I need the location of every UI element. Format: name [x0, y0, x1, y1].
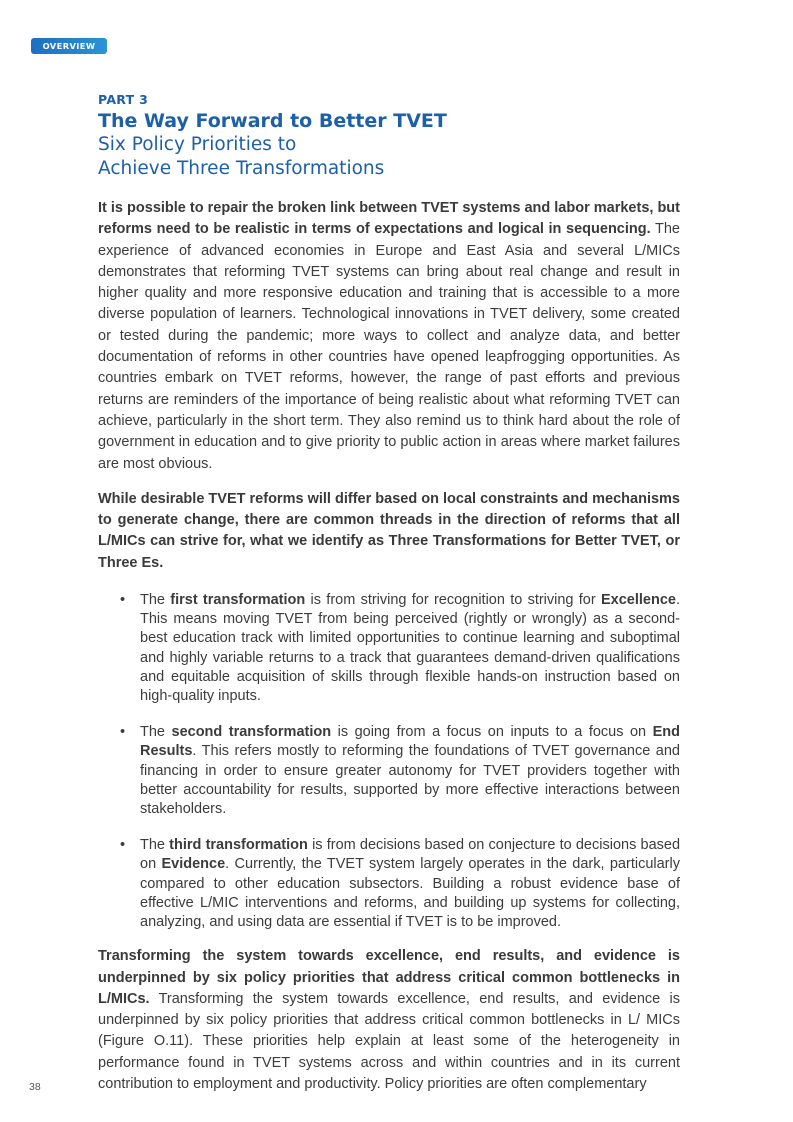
- paragraph-3-text: Transforming the system towards excellence, end results, and evidence is underpinned by six policy priorities that address critical common bottlenecks in L/ MICs (Figure O.11). These priorities help explain at least some of the heterogeneity in performance found in TVET systems across and within countries and in its current contribution to employment and productivity. Policy priorities are often complementary: [98, 990, 680, 1093]
- subtitle-line-1: Six Policy Priorities to: [98, 134, 297, 155]
- item-post: . Currently, the TVET system largely operates in the dark, particularly compared to other education subsectors. Building a robust evidence base of effective L/MIC interventions and reforms, and building up systems for collecting, analyzing, and using data are essential if TVET is to be improved.: [140, 856, 680, 931]
- item-pre: The: [140, 724, 172, 741]
- item-mid: is from decisions based on conjecture to decisions based on: [140, 837, 681, 873]
- item-bold-2: End Results: [140, 724, 681, 760]
- page-subtitle: [98, 133, 680, 181]
- paragraph-1-lead: It is possible to repair the broken link between TVET systems and labor markets, but reforms need to be realistic in terms of expectations and logical in sequencing.: [98, 200, 680, 238]
- paragraph-3: [98, 946, 680, 1095]
- page-content: [98, 92, 680, 1095]
- paragraph-1: [98, 198, 680, 475]
- part-label: PART 3: [98, 92, 149, 107]
- item-bold-2: Excellence: [600, 592, 676, 609]
- item-bold-1: first transformation: [170, 592, 306, 609]
- bullet-icon: •: [120, 592, 126, 609]
- item-mid: is going from a focus on inputs to a focus on: [331, 724, 653, 741]
- page-number: 38: [29, 1081, 41, 1093]
- list-item: [120, 591, 680, 706]
- item-post: . This means moving TVET from being perceived (rightly or wrongly) as a second-best education track with limited opportunities to continue learning and suboptimal and highly variable returns to a track that guarantees demand-driven qualifications and equitable acquisition of skills through flexible hands-on instruction based on high-quality inputs.: [140, 592, 680, 705]
- bullet-icon: •: [120, 724, 126, 741]
- list-item: [120, 723, 680, 819]
- transformations-list: [98, 591, 680, 932]
- list-item: [120, 836, 680, 932]
- paragraph-2-lead: While desirable TVET reforms will differ based on local constraints and mechanisms to generate change, there are common threads in the direction of reforms that all L/MICs can strive for, what we identify as Three Transformations for Better TVET, or Three Es.: [98, 490, 680, 571]
- item-pre: The: [140, 592, 171, 609]
- item-pre: The: [140, 837, 170, 854]
- item-post: . This refers mostly to reforming the foundations of TVET governance and financing in order to ensure greater autonomy for TVET providers together with better accountability for results, supported by more effective interactions between stakeholders.: [140, 743, 680, 818]
- page-title: The Way Forward to Better TVET: [98, 110, 447, 132]
- section-badge: OVERVIEW: [31, 38, 107, 54]
- item-bold-1: third transformation: [169, 837, 308, 854]
- item-bold-1: second transformation: [171, 724, 332, 741]
- paragraph-2: [98, 489, 680, 574]
- item-bold-2: Evidence: [161, 856, 226, 873]
- paragraph-3-lead: Transforming the system towards excellence, end results, and evidence is underpinned by six policy priorities that address critical common bottlenecks in L/MICs.: [98, 948, 680, 1007]
- item-mid: is from striving for recognition to striving for: [305, 592, 601, 609]
- bullet-icon: •: [120, 837, 126, 854]
- subtitle-line-2: Achieve Three Transformations: [98, 158, 385, 179]
- paragraph-1-text: The experience of advanced economies in Europe and East Asia and several L/MICs demonstrates that reforming TVET systems can bring about real change and result in higher quality and more responsive education and training that is accessible to a more diverse population of learners. Technological innovations in TVET delivery, some created or tested during the pandemic; more ways to collect and analyze data, and better documentation of reforms in other countries have opened leapfrogging opportunities. As countries embark on TVET reforms, however, the range of past efforts and previous returns are reminders of the importance of being realistic about what reforming TVET can achieve, particularly in the short term. They also remind us to think hard about the role of government in education and to give priority to public action in areas where market failures are most obvious.: [98, 221, 680, 472]
